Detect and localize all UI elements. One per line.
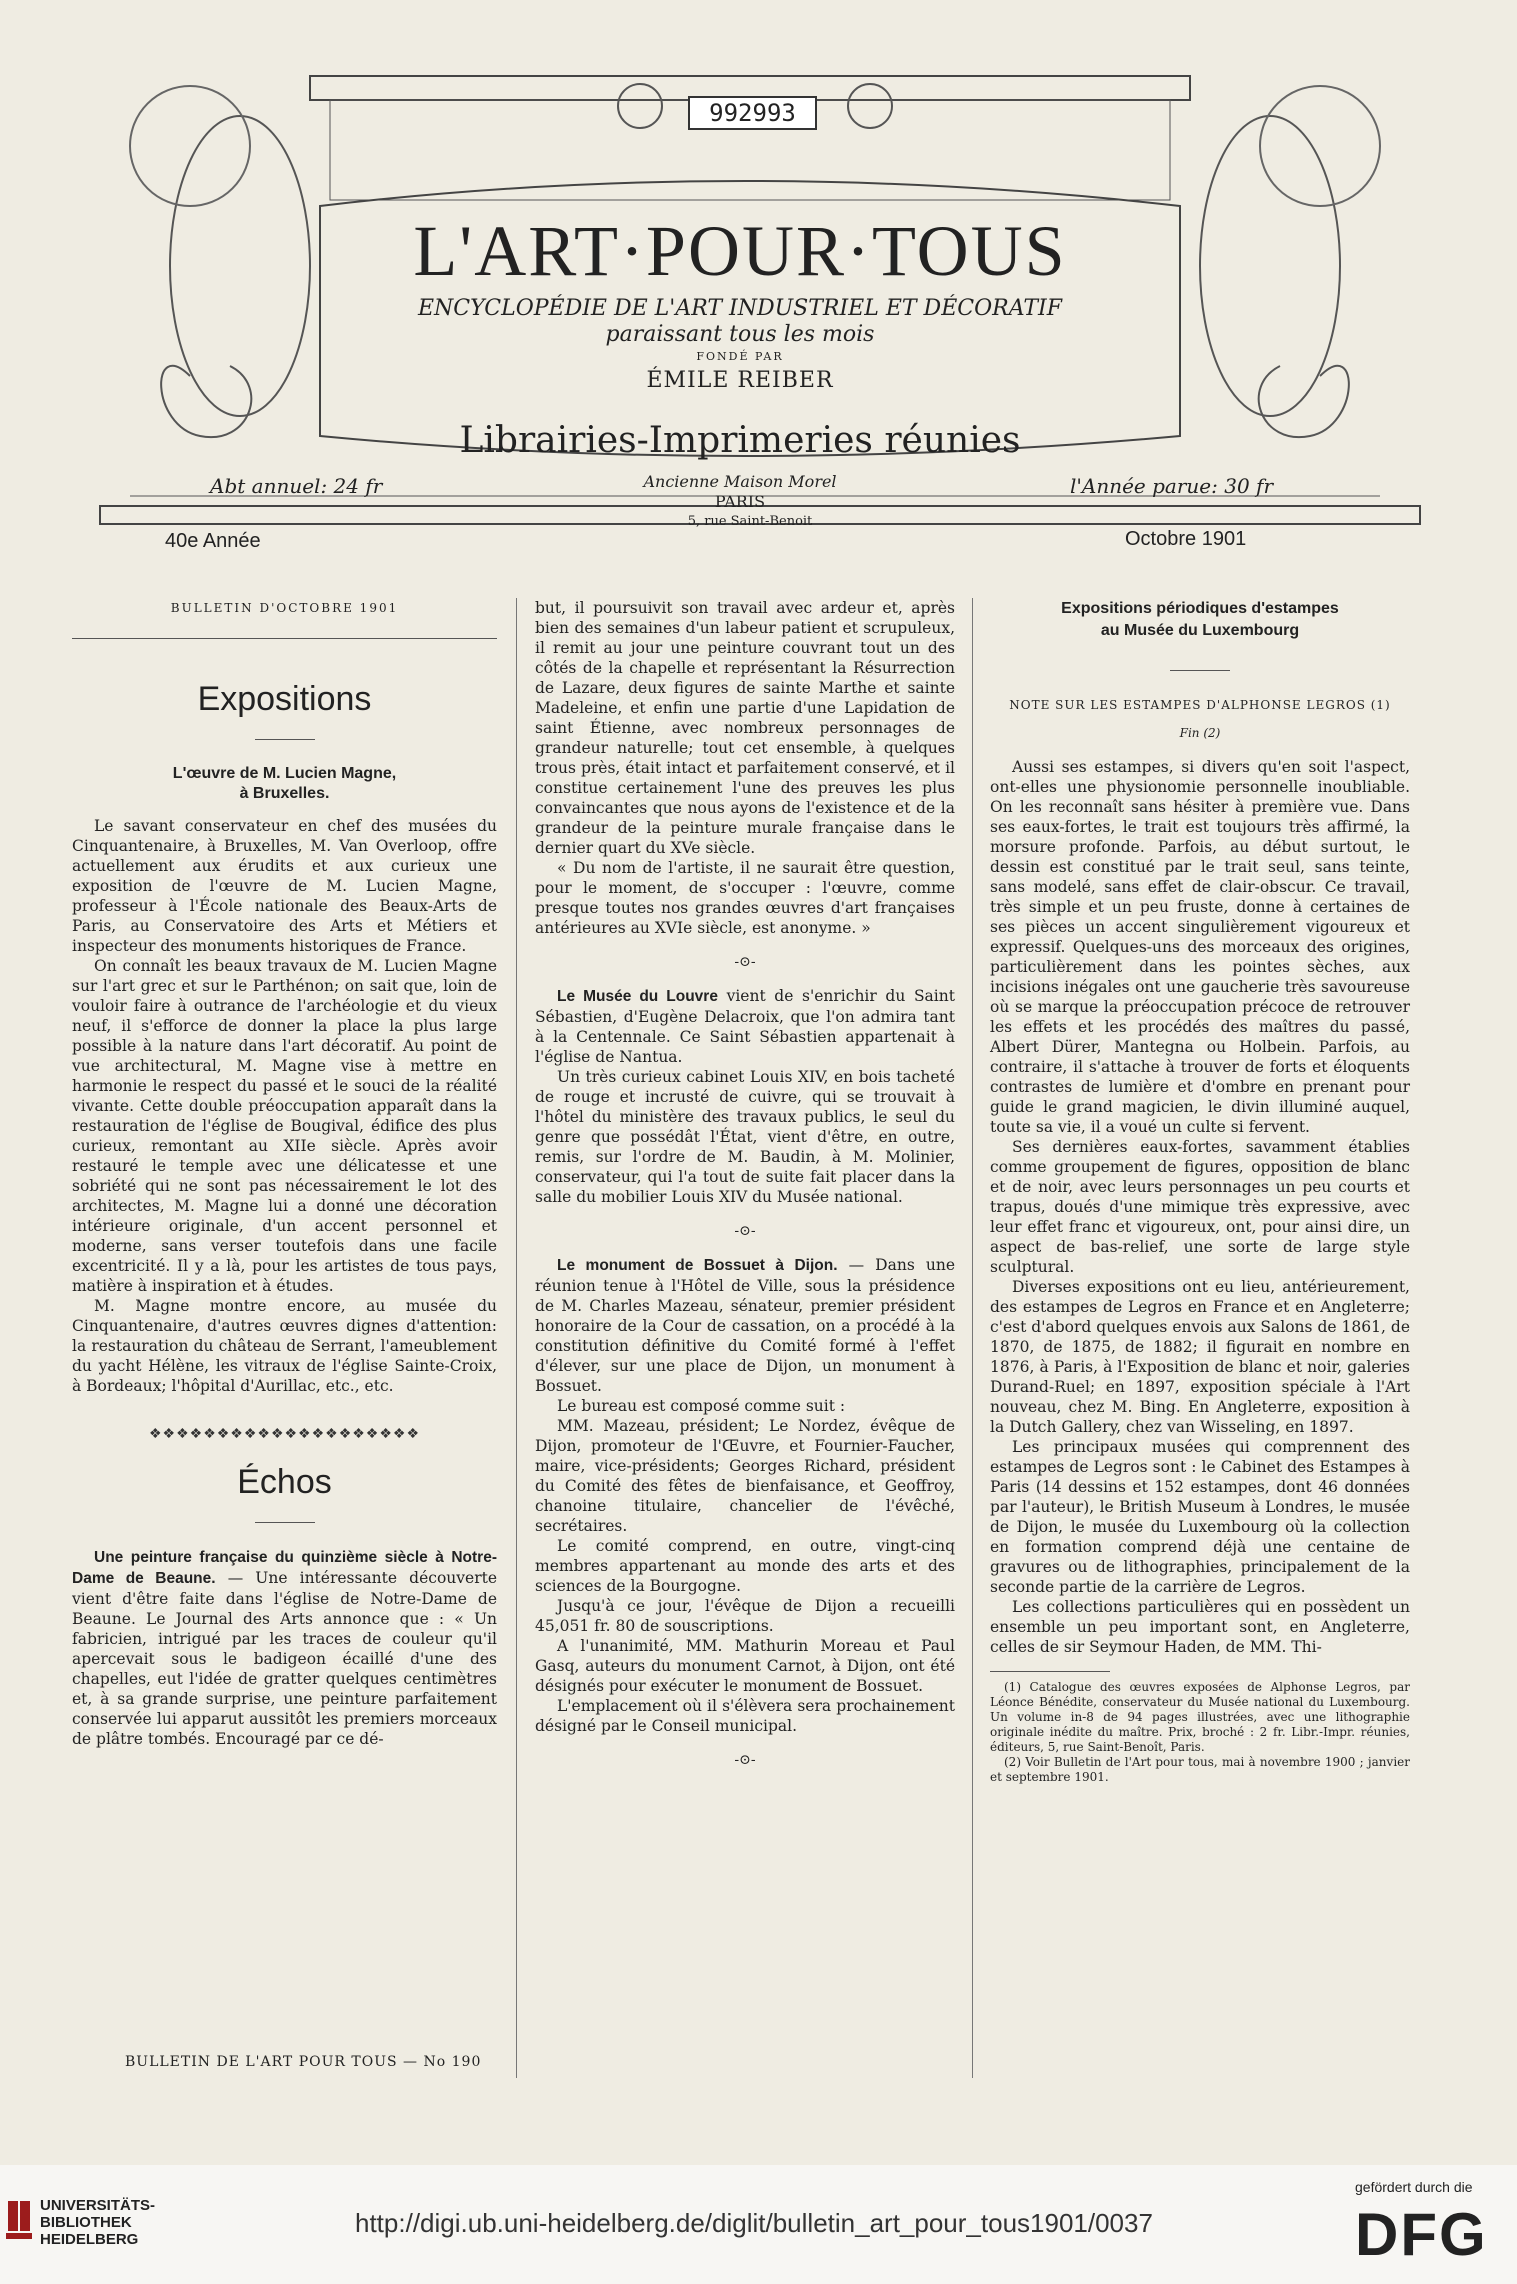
footnote-divider (990, 1671, 1110, 1672)
journal-title: L'ART·POUR·TOUS (413, 211, 1067, 291)
bulletin-heading: BULLETIN D'OCTOBRE 1901 (170, 601, 399, 615)
echo-heading: Une peinture française du quinzième siècle à Notre-Dame de Beaune. (72, 1549, 497, 1587)
column-3 (990, 598, 1410, 1785)
note-heading: NOTE SUR LES ESTAMPES D'ALPHONSE LEGROS (1) (1009, 698, 1391, 712)
paragraph: MM. Mazeau, président; Le Nordez, évêque de Dijon, promoteur de l'Œuvre, et Fournier-Faucher, maire, vice-présidents; Georges Richard, président du Comité des fêtes de bienfaisance, et Geoffroy, chanoine titulaire, chancelier de l'évêché, secrétaires. (535, 1417, 955, 1535)
paragraph: Un très curieux cabinet Louis XIV, en bois tacheté de rouge et incrusté de cuivre, qui se trouvait à l'hôtel du ministère des travaux publics, le seul du genre que possédât l'État, vient d'être, en outre, remis, sur l'ordre de M. Baudin, à M. Molinier, conservateur, qui l'a tout de suite fait placer dans la salle du mobilier Louis XIV du Musée national. (535, 1068, 955, 1206)
paragraph (535, 1255, 955, 1396)
paragraph: Jusqu'à ce jour, l'évêque de Dijon a recueilli 45,051 fr. 80 de souscriptions. (535, 1597, 955, 1635)
paragraph: Aussi ses estampes, si divers qu'en soit l'aspect, ont-elles une physionomie personnelle inoubliable. On les reconnaît sans hésiter à première vue. Dans ses eaux-fortes, le trait est toujours très affirmé, la morsure profonde. Parfois, au début surtout, le dessin est constitué par le trait seul, sans teinte, sans modelé, sans effet de clair-obscur. Ce travail, très simple et un peu fruste, donne à certaines de ses pièces un accent singulièrement vigoureux et expressif. Quelques-uns des morceaux des origines, particulièrement dans les pointes sèches, aux incisions inégales ont une gaucherie très savoureuse où se marque la préoccupation précoce de retrouver les effets et les procédés des maîtres du passé, Albert Dürer, Mantegna ou Holbein. Parfois, au contraire, il s'attache à trouver de forts et éloquents contrastes de lumière et d'ombre en prenant pour guide le grand magicien, le divin illuminé auquel, toute sa vie, il a voué un culte si fervent. (990, 758, 1410, 1136)
column-rule (516, 598, 517, 2078)
divider (255, 1522, 315, 1523)
fin-label: Fin (2) (1179, 726, 1221, 740)
paragraph: Le comité comprend, en outre, vingt-cinq membres appartenant au monde des arts et des sciences de la Bourgogne. (535, 1537, 955, 1595)
section-title-expositions: Expositions (197, 680, 372, 718)
annual-price: Abt annuel: 24 fr (210, 474, 383, 498)
paragraph: On connaît les beaux travaux de M. Lucien Magne sur l'art grec et sur le Parthénon; on sait que, loin de vouloir faire à outrance de l'archéologie et du vieux neuf, il s'efforce de donner la place la plus large possible à la nature dans l'art décoratif. Au point de vue architectural, M. Magne vise à mettre en harmonie le respect du passé et le souci de la réalité vivante. Cette double préoccupation apparaît dans la restauration de l'église de Bougival, édifice des plus curieux, remontant au XIIe siècle. Après avoir restauré le temple avec une délicatesse et une sobriété qui ne sont pas nécessairement le lot des architectes, M. Magne lui a donné une décoration intérieure originale, d'un accent personnel et moderne, sans verser toutefois dans une facile excentricité. Il y a là, pour les artistes de tous pays, matière à inspiration et à études. (72, 957, 497, 1295)
volume-year: 40e Année (165, 530, 261, 552)
founder-name: ÉMILE REIBER (646, 368, 834, 393)
heading-line: à Bruxelles. (239, 785, 330, 802)
digitization-url[interactable]: http://digi.ub.uni-heidelberg.de/diglit/bulletin_art_pour_tous1901/0037 (355, 2208, 1153, 2238)
founded-by-label: FONDÉ PAR (696, 350, 784, 363)
paragraph: Diverses expositions ont eu lieu, antérieurement, des estampes de Legros en France et en Angleterre; c'est d'abord quelques envois aux Salons de 1861, de 1870, de 1875, de 1882; il figurait en nombre en 1876, à Paris, à l'Exposition de blanc et noir, galeries Durand-Ruel; en 1897, exposition spéciale à l'Art nouveau, chez M. Bing. En Angleterre, exposition à la Dutch Gallery, chez van Wisseling, en 1897. (990, 1278, 1410, 1436)
louvre-heading: Le Musée du Louvre (557, 988, 718, 1005)
paragraph: but, il poursuivit son travail avec ardeur et, après bien des semaines d'un labeur patient et scrupuleux, il remit au jour une peinture couvrant tout un des côtés de la chapelle et représentant la Résurrection de Lazare, deux figures de sainte Marthe et sainte Madeleine, et enfin une partie d'une Lapidation de saint Étienne, avec nombreux personnages de grandeur naturelle; tout cet ensemble, à quelques trous près, était intact et parfaitement conservé, et il constitue certainement l'une des preuves les plus convaincantes que nous ayons de l'existence et de la grandeur de la peinture murale française dans le dernier quart du XVe siècle. (535, 599, 955, 857)
former-house: Ancienne Maison Morel (643, 472, 837, 491)
separator: -⊙- (734, 954, 756, 970)
paragraph: Les principaux musées qui comprennent des estampes de Legros sont : le Cabinet des Estampes à Paris (14 dessins et 152 estampes, dont 46 données par l'auteur), le British Museum à Londres, le musée de Dijon, le musée du Luxembourg où la collection en formation comprend déjà une centaine de gravures ou de lithographies, principalement de la seconde partie de la carrière de Legros. (990, 1438, 1410, 1596)
divider (1170, 670, 1230, 671)
ornamental-divider: ❖❖❖❖❖❖❖❖❖❖❖❖❖❖❖❖❖❖❖❖ (148, 1426, 420, 1442)
journal-subtitle: ENCYCLOPÉDIE DE L'ART INDUSTRIEL ET DÉCORATIF (417, 296, 1063, 321)
funded-by-label: gefördert durch die (1355, 2179, 1473, 2195)
university-logo-icon (6, 2195, 40, 2243)
separator: -⊙- (734, 1752, 756, 1768)
heading-line: L'œuvre de M. Lucien Magne, (172, 765, 397, 782)
separator: -⊙- (734, 1223, 756, 1239)
footnote: (1) Catalogue des œuvres exposées de Alphonse Legros, par Léonce Bénédite, conservateur du Musée national du Luxembourg. Un volume in-8 de 94 pages illustrées, avec une lithographie originale inédite du maître. Prix, broché : 2 fr. Libr.-Impr. réunies, éditeurs, 5, rue Saint-Benoît, Paris. (990, 1680, 1410, 1754)
bossuet-text: — Dans une réunion tenue à l'Hôtel de Ville, sous la présidence de M. Charles Mazeau, sénateur, premier président honoraire de la Cour de cassation, on a procédé à la constitution définitive du Comité formé à l'effet d'élever, sur une place de Dijon, un monument à Bossuet. (535, 1256, 955, 1395)
footnote: (2) Voir Bulletin de l'Art pour tous, mai à novembre 1900 ; janvier et septembre 1901. (990, 1755, 1410, 1784)
heading-line: Expositions périodiques d'estampes (1061, 600, 1339, 617)
uni-line: UNIVERSITÄTS- (40, 2197, 156, 2214)
column-rule (972, 598, 973, 2078)
paragraph: M. Magne montre encore, au musée du Cinquantenaire, d'autres œuvres dignes d'attention: la restauration du château de Serrant, l'ameublement du yacht Hélène, les vitraux de l'église Sainte-Croix, à Bordeaux; l'hôpital d'Aurillac, etc., etc. (72, 1297, 497, 1395)
periodicity: paraissant tous les mois (605, 322, 875, 347)
column-1 (72, 598, 497, 1749)
paragraph: A l'unanimité, MM. Mathurin Moreau et Paul Gasq, auteurs du monument Carnot, à Dijon, ont été désignés pour exécuter le monument de Bossuet. (535, 1637, 955, 1695)
heading-line: au Musée du Luxembourg (1100, 622, 1300, 639)
section-title-echos: Échos (237, 1463, 332, 1501)
article-heading-estampes (990, 598, 1410, 642)
university-name (40, 2197, 155, 2248)
issue-month: Octobre 1901 (1125, 528, 1247, 550)
paragraph: L'emplacement où il s'élèvera sera prochainement désigné par le Conseil municipal. (535, 1697, 955, 1735)
column-2 (535, 598, 955, 1784)
publisher-city: PARIS (714, 492, 766, 511)
paragraph: « Du nom de l'artiste, il ne saurait être question, pour le moment, de s'occuper : l'œuvre, comme presque toutes nos grandes œuvres d'art françaises antérieures au XVIe siècle, est anonyme. » (535, 859, 955, 937)
footnotes (990, 1680, 1410, 1785)
dfg-logo: DFG (1355, 2201, 1488, 2268)
publisher-name: Librairies-Imprimeries réunies (459, 420, 1021, 461)
divider (255, 739, 315, 740)
paragraph (72, 1547, 497, 1749)
uni-line: BIBLIOTHEK (40, 2214, 132, 2231)
louvre-text: vient de s'enrichir du Saint Sébastien, d'Eugène Delacroix, que l'on admira tant à la Centennale. Ce Saint Sébastien appartenait à l'église de Nantua. (535, 987, 955, 1066)
issue-number: 992993 (688, 96, 817, 130)
paragraph: Ses dernières eaux-fortes, savamment établies comme groupement de figures, opposition de blanc et de noir, avec leurs personnages un peu courts et trapus, doués d'une mimique très expressive, avec leur effet franc et vigoureux, ont, pour ainsi dire, un aspect de bas-relief, une sorte de large style sculptural. (990, 1138, 1410, 1276)
bossuet-heading: Le monument de Bossuet à Dijon. (557, 1257, 838, 1274)
paragraph (535, 986, 955, 1067)
paragraph: Le savant conservateur en chef des musées du Cinquantenaire, à Bruxelles, M. Van Overloop, offre actuellement aux érudits et aux curieux une exposition de l'œuvre de M. Lucien Magne, professeur à l'École nationale des Beaux-Arts de Paris, au Conservatoire des Arts et Métiers et inspecteur des monuments historiques de France. (72, 817, 497, 955)
page-footer: BULLETIN DE L'ART POUR TOUS — No 190 (125, 2054, 482, 2070)
divider (72, 638, 497, 639)
past-year-price: l'Année parue: 30 fr (1070, 474, 1273, 498)
article-heading-magne (72, 764, 497, 804)
echo-text: — Une intéressante découverte vient d'être faite dans l'église de Notre-Dame de Beaune. Le Journal des Arts annonce que : « Un fabricien, intrigué par les traces de couleur qu'il apercevait sous le badigeon écaillé d'une des chapelles, eut l'idée de gratter quelques centimètres et, à sa grande surprise, une peinture parfaitement conservée lui apparut aussitôt les premiers morceaux de plâtre tombés. Encouragé par ce dé- (72, 1569, 497, 1748)
paragraph: Le bureau est composé comme suit : (557, 1397, 846, 1415)
uni-line: HEIDELBERG (40, 2231, 139, 2248)
publisher-address: 5, rue Saint-Benoit (687, 514, 813, 529)
paragraph: Les collections particulières qui en possèdent un ensemble un peu important sont, en Angleterre, celles de sir Seymour Haden, de MM. Thi- (990, 1598, 1410, 1656)
